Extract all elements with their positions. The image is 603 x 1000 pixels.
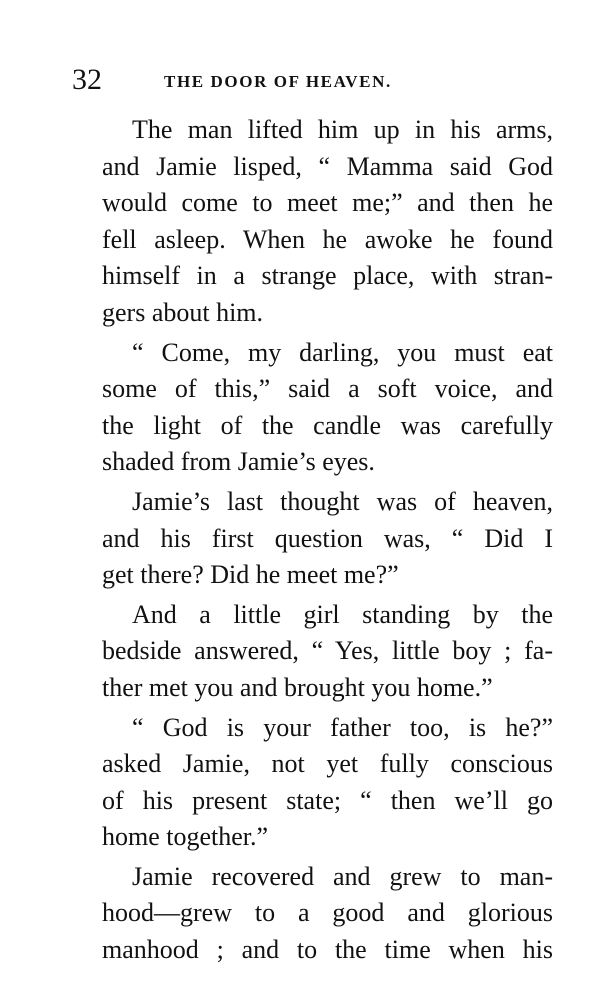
text-line: hood—grew to a good and glorious — [102, 898, 553, 928]
text-line: shaded from Jamie’s eyes. — [102, 447, 375, 477]
text-line: And a little girl standing by the — [132, 599, 553, 629]
text-line: himself in a strange place, with stran- — [102, 261, 553, 291]
text-line: gers about him. — [102, 297, 264, 327]
text-line: some of this,” said a soft voice, and — [102, 374, 553, 404]
paragraph-3 — [72, 484, 553, 594]
text-line: of his present state; “ then we’ll go — [102, 785, 553, 815]
text-line: Jamie recovered and grew to man- — [132, 861, 553, 891]
paragraph-1 — [72, 112, 553, 332]
text-line: Jamie’s last thought was of heaven, — [132, 486, 553, 516]
text-line: “ Come, my darling, you must eat — [132, 337, 553, 367]
text-line: home together.” — [102, 822, 269, 852]
text-line: ther met you and brought you home.” — [102, 672, 493, 702]
text-line: would come to meet me;” and then he — [102, 188, 553, 218]
paragraph-2 — [72, 335, 553, 481]
page-header — [72, 62, 552, 102]
text-line: and his first question was, “ Did I — [102, 523, 553, 553]
paragraph-4 — [72, 597, 553, 707]
text-line: and Jamie lisped, “ Mamma said God — [102, 151, 553, 181]
text-line: asked Jamie, not yet fully conscious — [102, 749, 553, 779]
text-line: fell asleep. When he awoke he found — [102, 224, 553, 254]
page-number: 32 — [72, 63, 102, 96]
text-line: bedside answered, “ Yes, little boy ; fa- — [102, 636, 553, 666]
paragraph-6 — [72, 859, 553, 969]
text-line: The man lifted him up in his arms, — [132, 115, 553, 144]
text-line: manhood ; and to the time when his — [102, 935, 553, 965]
running-title: THE DOOR OF HEAVEN. — [164, 72, 392, 91]
text-line: the light of the candle was carefully — [102, 410, 553, 440]
text-line: get there? Did he meet me?” — [102, 560, 399, 590]
text-line: “ God is your father too, is he?” — [132, 712, 553, 742]
paragraph-5 — [72, 710, 553, 856]
body-text — [72, 112, 553, 972]
